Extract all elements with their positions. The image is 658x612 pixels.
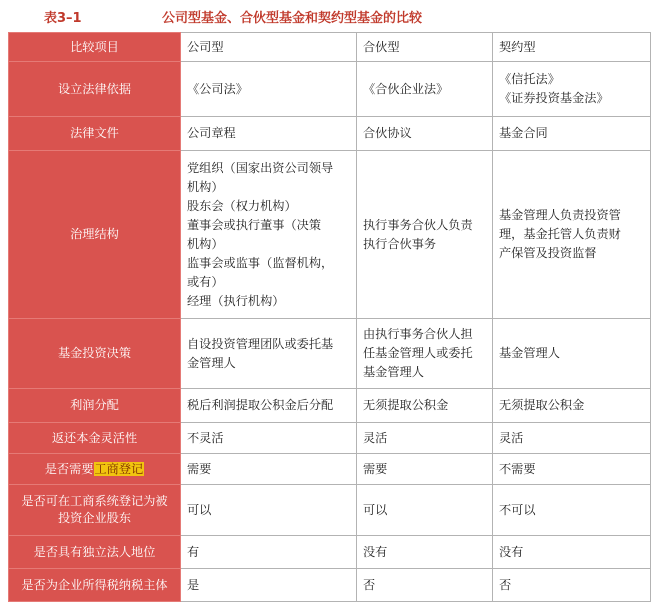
cell-line: 自设投资管理团队或委托基 xyxy=(187,336,334,351)
header-corporate: 公司型 xyxy=(181,33,357,62)
row-label: 治理结构 xyxy=(9,151,181,319)
cell-partnership xyxy=(357,569,493,602)
row-label xyxy=(9,454,181,485)
cell-corporate xyxy=(181,536,357,569)
cell-line: 机构） xyxy=(187,179,224,194)
row-label: 是否为企业所得税纳税主体 xyxy=(9,569,181,602)
cell-contractual xyxy=(493,389,651,423)
cell-contractual xyxy=(493,62,651,117)
cell-line: 股东会（权力机构） xyxy=(187,198,297,213)
row-label-line: 投资企业股东 xyxy=(57,511,132,525)
cell-line: 执行合伙事务 xyxy=(363,236,437,251)
table-row xyxy=(9,62,651,117)
table-row xyxy=(9,151,651,319)
table-row xyxy=(9,389,651,423)
comparison-table xyxy=(8,32,651,602)
cell-line: 基金合同 xyxy=(499,126,548,140)
cell-line: 没有 xyxy=(363,544,388,559)
cell-line: 监事会或监事（监督机构， xyxy=(187,255,334,270)
header-contractual: 契约型 xyxy=(493,33,651,62)
row-label-prefix: 是否需要 xyxy=(44,461,94,476)
row-label: 法律文件 xyxy=(9,117,181,151)
cell-corporate xyxy=(181,569,357,602)
table-row xyxy=(9,423,651,454)
cell-line: 基金管理人负责投资管 xyxy=(499,208,621,222)
cell-line: 无须提取公积金 xyxy=(499,398,585,412)
cell-corporate xyxy=(181,319,357,389)
cell-line: 经理（执行机构） xyxy=(187,293,285,308)
cell-line: 灵活 xyxy=(499,430,524,445)
cell-contractual xyxy=(493,536,651,569)
table-number: 表3–1 xyxy=(44,10,82,26)
cell-line: 需要 xyxy=(363,461,388,476)
cell-line: 理，基金托管人负责财 xyxy=(499,227,621,241)
row-label: 返还本金灵活性 xyxy=(9,423,181,454)
cell-corporate xyxy=(181,389,357,423)
cell-line: 否 xyxy=(363,577,376,592)
cell-line: 金管理人 xyxy=(187,355,236,370)
cell-contractual xyxy=(493,423,651,454)
table-row xyxy=(9,117,651,151)
cell-line: 灵活 xyxy=(363,430,388,445)
cell-corporate xyxy=(181,485,357,536)
cell-partnership xyxy=(357,454,493,485)
cell-line: 《公司法》 xyxy=(187,81,248,96)
cell-line: 不需要 xyxy=(499,461,536,476)
row-label: 是否具有独立法人地位 xyxy=(9,536,181,569)
cell-line: 税后利润提取公积金后分配 xyxy=(187,398,334,412)
cell-partnership xyxy=(357,536,493,569)
cell-line: 《信托法》 xyxy=(499,72,560,86)
row-label xyxy=(9,485,181,536)
cell-line: 董事会或执行董事（决策 xyxy=(187,217,322,232)
cell-line: 基金管理人 xyxy=(363,365,424,379)
table-row xyxy=(9,569,651,602)
cell-partnership xyxy=(357,62,493,117)
cell-corporate xyxy=(181,62,357,117)
cell-corporate xyxy=(181,117,357,151)
cell-contractual xyxy=(493,117,651,151)
cell-contractual xyxy=(493,151,651,319)
cell-line: 党组织（国家出资公司领导 xyxy=(187,160,334,175)
cell-line: 否 xyxy=(499,577,512,592)
cell-line: 可以 xyxy=(187,502,212,517)
cell-partnership xyxy=(357,117,493,151)
cell-corporate xyxy=(181,454,357,485)
header-row xyxy=(9,33,651,62)
cell-line: 需要 xyxy=(187,461,212,476)
cell-partnership xyxy=(357,319,493,389)
header-partnership: 合伙型 xyxy=(357,33,493,62)
cell-line: 合伙协议 xyxy=(363,126,412,140)
cell-corporate xyxy=(181,151,357,319)
table-row xyxy=(9,485,651,536)
cell-contractual xyxy=(493,485,651,536)
cell-line: 不可以 xyxy=(499,502,536,517)
row-label: 利润分配 xyxy=(9,389,181,423)
cell-line: 产保管及投资监督 xyxy=(499,246,597,260)
cell-line: 没有 xyxy=(499,544,524,559)
cell-line: 是 xyxy=(187,577,200,592)
cell-partnership xyxy=(357,423,493,454)
cell-partnership xyxy=(357,485,493,536)
cell-line: 执行事务合伙人负责 xyxy=(363,217,473,232)
cell-contractual xyxy=(493,569,651,602)
header-label: 比较项目 xyxy=(9,33,181,62)
cell-line: 无须提取公积金 xyxy=(363,398,449,412)
cell-line: 《合伙企业法》 xyxy=(363,81,449,96)
cell-line: 由执行事务合伙人担 xyxy=(363,327,473,341)
cell-partnership xyxy=(357,151,493,319)
cell-line: 机构） xyxy=(187,236,224,251)
cell-partnership xyxy=(357,389,493,423)
cell-line: 任基金管理人或委托 xyxy=(363,346,473,360)
row-label: 设立法律依据 xyxy=(9,62,181,117)
table-row xyxy=(9,319,651,389)
row-label-line: 是否可在工商系统登记为被 xyxy=(21,494,168,508)
table-row xyxy=(9,454,651,485)
table-caption xyxy=(8,6,650,26)
cell-line: 基金管理人 xyxy=(499,346,560,360)
cell-line: 可以 xyxy=(363,502,388,517)
cell-line: 公司章程 xyxy=(187,126,236,140)
highlighted-text: 工商登记 xyxy=(94,461,144,476)
cell-corporate xyxy=(181,423,357,454)
cell-contractual xyxy=(493,319,651,389)
table-row xyxy=(9,536,651,569)
cell-line: 《证券投资基金法》 xyxy=(499,91,609,105)
cell-contractual xyxy=(493,454,651,485)
row-label: 基金投资决策 xyxy=(9,319,181,389)
cell-line: 有 xyxy=(187,544,200,559)
cell-line: 不灵活 xyxy=(187,430,224,445)
cell-line: 或有） xyxy=(187,274,224,289)
table-title: 公司型基金、合伙型基金和契约型基金的比较 xyxy=(162,10,423,26)
